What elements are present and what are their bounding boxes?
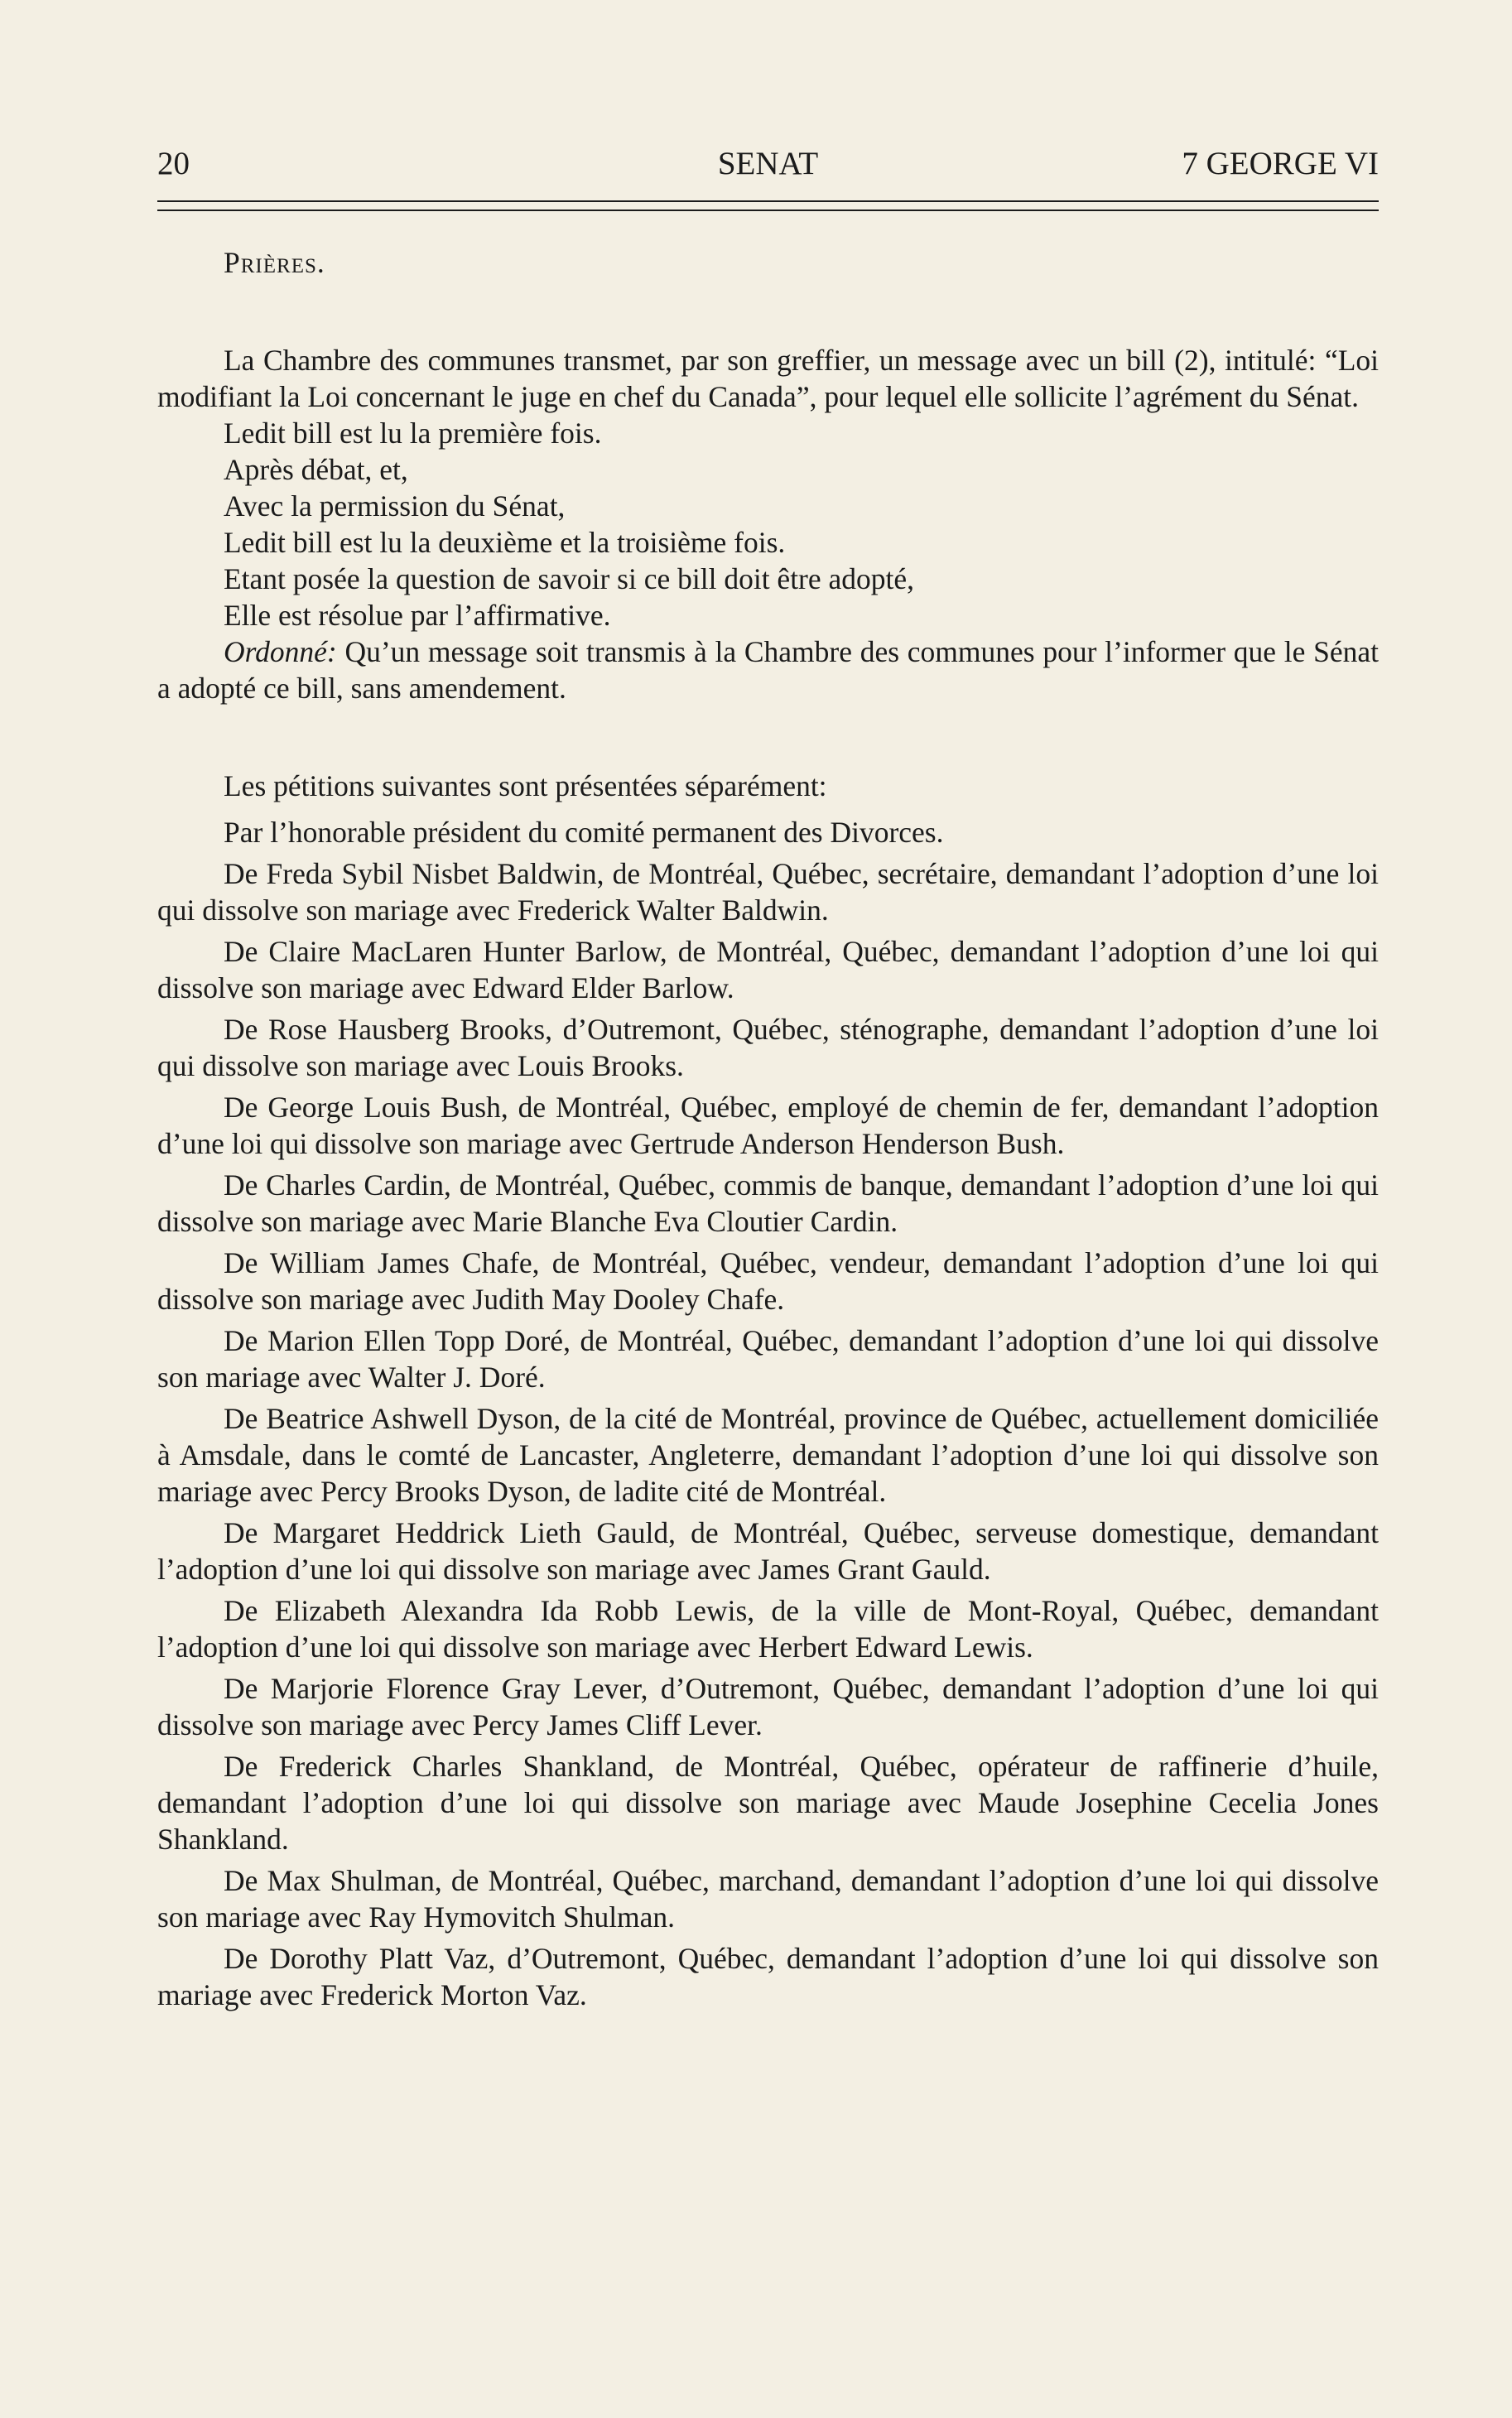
header-reign: 7 GEORGE VI (1182, 146, 1379, 181)
petition-item: De Frederick Charles Shankland, de Montréal, Québec, opérateur de raffinerie d’huile, demandant l’adoption d’une loi qui dissolve son mariage avec Maude Josephine Cecelia Jones Shankland. (157, 1750, 1379, 1856)
message-line: Etant posée la question de savoir si ce bill doit être adopté, (224, 562, 915, 595)
message-block (157, 342, 1379, 706)
message-line: Elle est résolue par l’affirmative. (224, 599, 611, 632)
petition-item: De Claire MacLaren Hunter Barlow, de Montréal, Québec, demandant l’adoption d’une loi qui dissolve son mariage avec Edward Elder Barlow. (157, 935, 1379, 1004)
petition-item: De Elizabeth Alexandra Ida Robb Lewis, de la ville de Mont-Royal, Québec, demandant l’adoption d’une loi qui dissolve son mariage avec Herbert Edward Lewis. (157, 1594, 1379, 1664)
running-header (157, 141, 1379, 187)
message-line: Avec la permission du Sénat, (224, 489, 566, 523)
petitions-list (157, 855, 1379, 2013)
document-page (157, 141, 1379, 2013)
message-paragraph: La Chambre des communes transmet, par son greffier, un message avec un bill (2), intitulé: “Loi modifiant la Loi concernant le juge en chef du Canada”, pour lequel elle sollicite l’agrément du Sénat. (157, 344, 1379, 413)
ordonne-text: Qu’un message soit transmis à la Chambre des communes pour l’informer que le Sénat a adopté ce bill, sans amendement. (157, 635, 1379, 705)
petitions-intro: Les pétitions suivantes sont présentées séparément: (224, 769, 827, 802)
petition-item: De Rose Hausberg Brooks, d’Outremont, Québec, sténographe, demandant l’adoption d’une loi qui dissolve son mariage avec Louis Brooks. (157, 1013, 1379, 1082)
header-double-rule (157, 200, 1379, 211)
message-line: Ledit bill est lu la deuxième et la troisième fois. (224, 526, 786, 559)
header-title: SENAT (717, 146, 819, 181)
petition-item: De George Louis Bush, de Montréal, Québec, employé de chemin de fer, demandant l’adoption d’une loi qui dissolve son mariage avec Gertrude Anderson Henderson Bush. (157, 1091, 1379, 1160)
petition-item: De William James Chafe, de Montréal, Québec, vendeur, demandant l’adoption d’une loi qui dissolve son mariage avec Judith May Dooley Chafe. (157, 1246, 1379, 1316)
petition-item: De Max Shulman, de Montréal, Québec, marchand, demandant l’adoption d’une loi qui dissolve son mariage avec Ray Hymovitch Shulman. (157, 1864, 1379, 1934)
petition-item: De Charles Cardin, de Montréal, Québec, commis de banque, demandant l’adoption d’une loi qui dissolve son mariage avec Marie Blanche Eva Cloutier Cardin. (157, 1168, 1379, 1238)
petition-item: De Freda Sybil Nisbet Baldwin, de Montréal, Québec, secrétaire, demandant l’adoption d’une loi qui dissolve son mariage avec Frederick Walter Baldwin. (157, 857, 1379, 927)
petition-item: De Marjorie Florence Gray Lever, d’Outremont, Québec, demandant l’adoption d’une loi qui dissolve son mariage avec Percy James Cliff Lever. (157, 1672, 1379, 1741)
petitions-presenter: Par l’honorable président du comité permanent des Divorces. (224, 816, 944, 849)
page-number: 20 (157, 146, 190, 181)
ordonne-label: Ordonné: (224, 635, 337, 668)
petition-item: De Dorothy Platt Vaz, d’Outremont, Québec, demandant l’adoption d’une loi qui dissolve son mariage avec Frederick Morton Vaz. (157, 1942, 1379, 2011)
ordonne-paragraph (157, 633, 1379, 706)
message-line: Après débat, et, (224, 453, 408, 486)
petition-item: De Marion Ellen Topp Doré, de Montréal, Québec, demandant l’adoption d’une loi qui dissolve son mariage avec Walter J. Doré. (157, 1324, 1379, 1394)
petition-item: De Margaret Heddrick Lieth Gauld, de Montréal, Québec, serveuse domestique, demandant l’adoption d’une loi qui dissolve son mariage avec James Grant Gauld. (157, 1516, 1379, 1586)
section-heading: Prières. (224, 246, 325, 279)
message-line: Ledit bill est lu la première fois. (224, 417, 602, 450)
document-body (157, 244, 1379, 2013)
petition-item: De Beatrice Ashwell Dyson, de la cité de Montréal, province de Québec, actuellement domiciliée à Amsdale, dans le comté de Lancaster, Angleterre, demandant l’adoption d’une loi qui dissolve son mariage avec Percy Brooks Dyson, de ladite cité de Montréal. (157, 1402, 1379, 1508)
